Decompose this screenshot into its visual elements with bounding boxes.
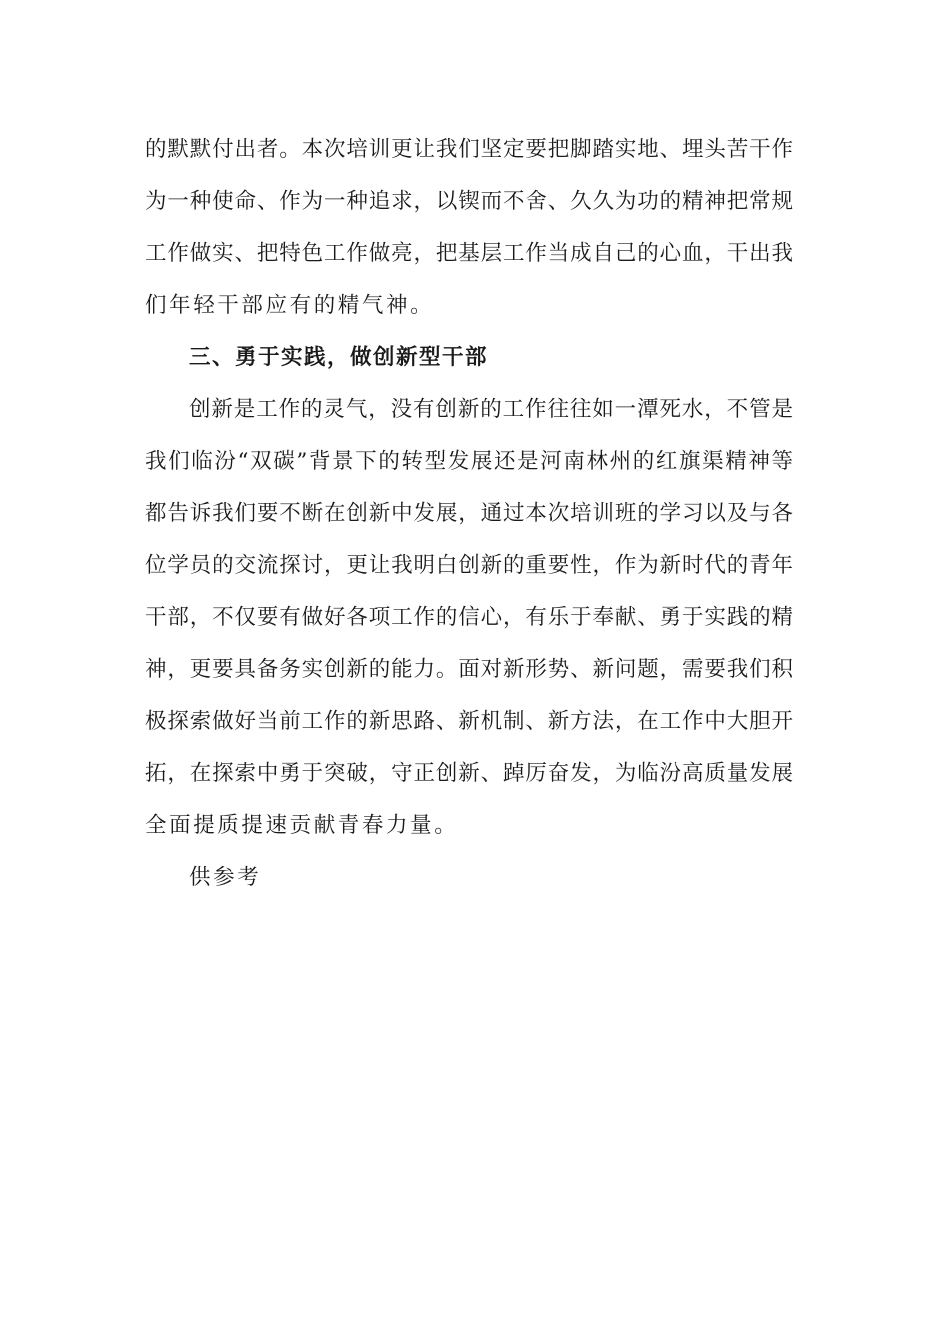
closing-note: 供参考 xyxy=(189,865,262,890)
document-body xyxy=(145,124,793,904)
paragraph-line: 全面提质提速贡献青春力量。 xyxy=(145,813,459,838)
paragraph-line: 极探索做好当前工作的新思路、新机制、新方法，在工作中大胆开 xyxy=(145,709,793,734)
section-heading: 三、勇于实践，做创新型干部 xyxy=(189,345,489,370)
paragraph-1 xyxy=(145,124,793,332)
paragraph-line: 拓，在探索中勇于突破，守正创新、踔厉奋发，为临汾高质量发展 xyxy=(145,761,793,786)
paragraph-line: 位学员的交流探讨，更让我明白创新的重要性，作为新时代的青年 xyxy=(145,553,793,578)
paragraph-line: 工作做实、把特色工作做亮，把基层工作当成自己的心血，干出我 xyxy=(145,241,793,266)
paragraph-line: 创新是工作的灵气，没有创新的工作往往如一潭死水，不管是 xyxy=(189,397,793,422)
paragraph-line: 为一种使命、作为一种追求，以锲而不舍、久久为功的精神把常规 xyxy=(145,189,793,214)
paragraph-line: 的默默付出者。本次培训更让我们坚定要把脚踏实地、埋头苦干作 xyxy=(145,137,793,162)
paragraph-line: 们年轻干部应有的精气神。 xyxy=(145,293,435,318)
paragraph-line: 都告诉我们要不断在创新中发展，通过本次培训班的学习以及与各 xyxy=(145,501,793,526)
paragraph-2 xyxy=(145,384,793,852)
paragraph-line: 神，更要具备务实创新的能力。面对新形势、新问题，需要我们积 xyxy=(145,657,793,682)
paragraph-line: 干部，不仅要有做好各项工作的信心，有乐于奉献、勇于实践的精 xyxy=(145,605,793,630)
paragraph-line: 我们临汾“双碳”背景下的转型发展还是河南林州的红旗渠精神等 xyxy=(145,449,793,474)
